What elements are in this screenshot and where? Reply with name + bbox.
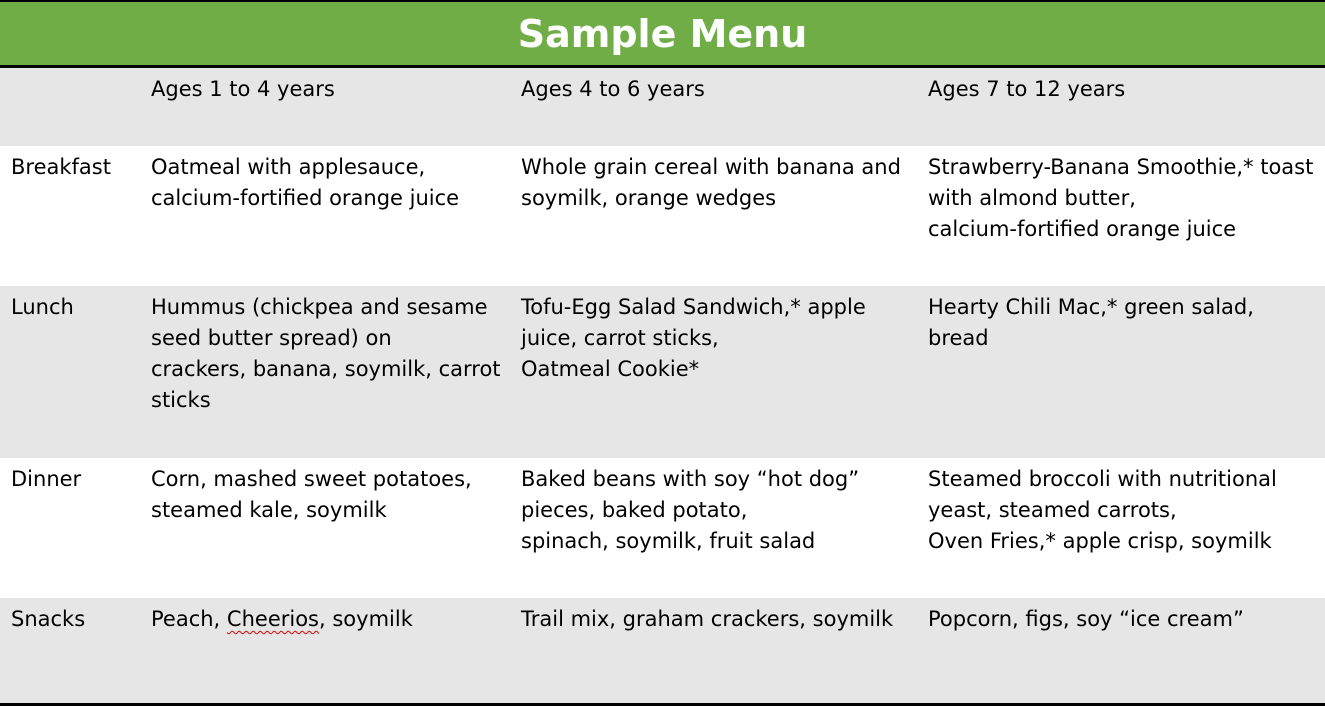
- table-cell: [151, 604, 506, 635]
- table-row-dinner: [0, 458, 1325, 598]
- meal-label: Snacks: [11, 607, 86, 631]
- table-header-row: [0, 68, 1325, 146]
- table-cell: Tofu-Egg Salad Sandwich,* apple juice, carrot sticks, Oatmeal Cookie*: [521, 295, 866, 381]
- meal-label: Breakfast: [11, 155, 111, 179]
- cell-text: Peach,: [151, 607, 227, 631]
- title-bar: [0, 0, 1325, 68]
- table-cell: Baked beans with soy “hot dog” pieces, baked potato, spinach, soymilk, fruit salad: [521, 467, 860, 553]
- page-title: Sample Menu: [517, 11, 808, 56]
- table-row-snacks: [0, 598, 1325, 703]
- table-cell: Whole grain cereal with banana and soymilk, orange wedges: [521, 155, 901, 210]
- table-cell: Hearty Chili Mac,* green salad, bread: [928, 295, 1254, 350]
- table-row-breakfast: [0, 146, 1325, 286]
- table-cell: Corn, mashed sweet potatoes, steamed kale, soymilk: [151, 467, 472, 522]
- table-cell: Popcorn, figs, soy “ice cream”: [928, 607, 1244, 631]
- meal-label: Dinner: [11, 467, 82, 491]
- table-cell: Strawberry-Banana Smoothie,* toast with almond butter, calcium-fortified orange juice: [928, 155, 1314, 241]
- header-ages-4-6: Ages 4 to 6 years: [521, 77, 705, 101]
- cell-text: , soymilk: [319, 607, 413, 631]
- header-ages-1-4: Ages 1 to 4 years: [151, 77, 335, 101]
- header-ages-7-12: Ages 7 to 12 years: [928, 77, 1126, 101]
- spellcheck-flagged-word[interactable]: Cheerios: [226, 607, 319, 631]
- table-cell: Oatmeal with applesauce, calcium-fortified orange juice: [151, 155, 460, 210]
- meal-label: Lunch: [11, 295, 74, 319]
- table-cell: Trail mix, graham crackers, soymilk: [521, 607, 894, 631]
- table-row-lunch: [0, 286, 1325, 458]
- table-cell: Steamed broccoli with nutritional yeast, steamed carrots, Oven Fries,* apple crisp, soymilk: [928, 467, 1277, 553]
- table-cell: Hummus (chickpea and sesame seed butter spread) on crackers, banana, soymilk, carrot sticks: [151, 295, 501, 412]
